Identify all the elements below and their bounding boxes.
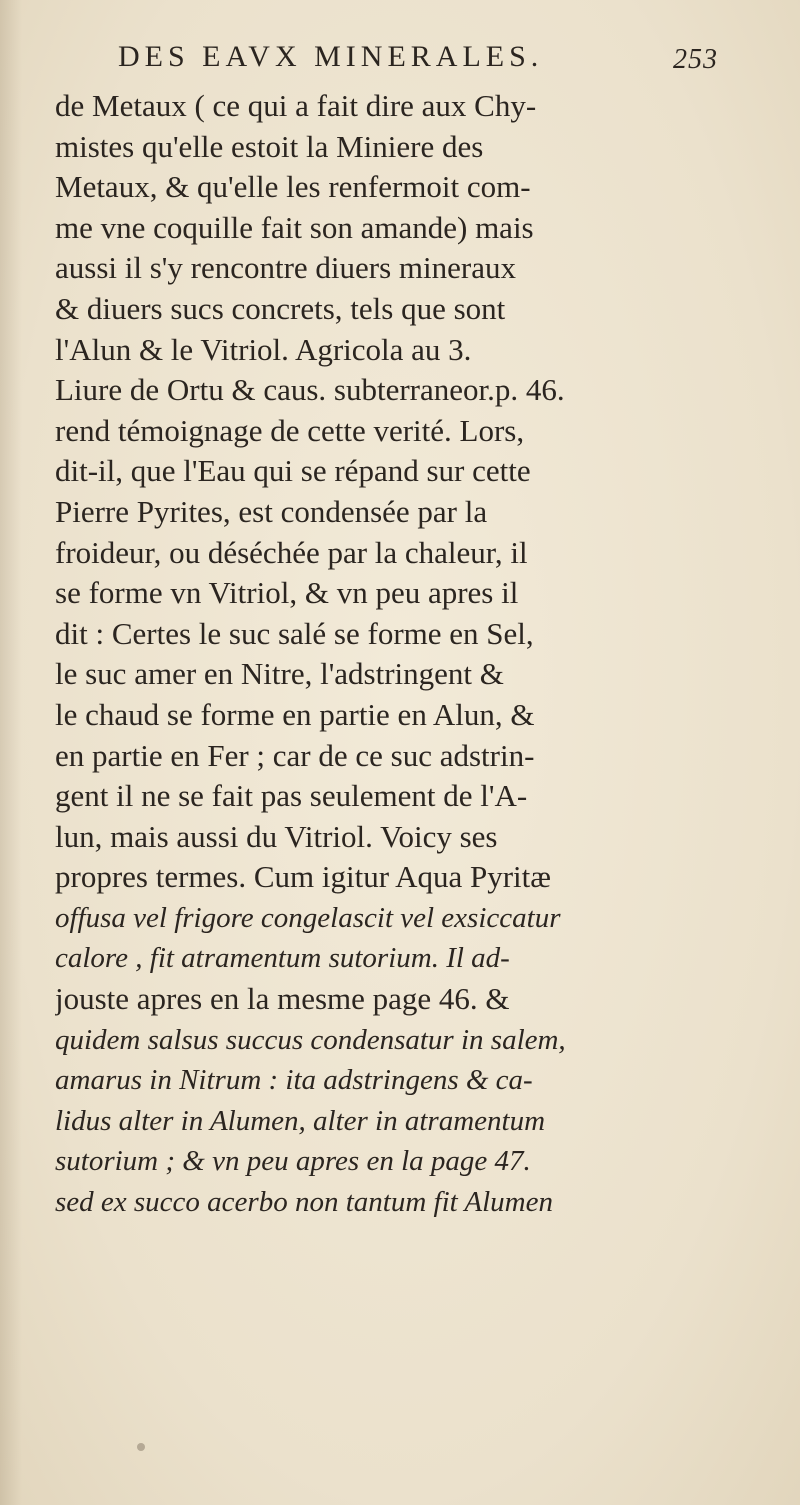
text-line: le chaud se forme en partie en Alun, & bbox=[55, 696, 535, 732]
text-line: amarus in Nitrum : ita adstringens & ca- bbox=[55, 1064, 533, 1097]
text-line: rend témoignage de cette verité. Lors, bbox=[55, 412, 525, 448]
text-line: en partie en Fer ; car de ce suc adstrin- bbox=[55, 737, 535, 773]
running-title: DES EAVX MINERALES. bbox=[118, 40, 544, 73]
body-text bbox=[55, 86, 765, 1223]
text-line: me vne coquille fait son amande) mais bbox=[55, 209, 534, 245]
text-line: le suc amer en Nitre, l'adstringent & bbox=[55, 656, 504, 692]
text-line: froideur, ou déséchée par la chaleur, il bbox=[55, 534, 528, 570]
text-line: propres termes. Cum igitur Aqua Pyritæ bbox=[55, 859, 551, 895]
text-line: lun, mais aussi du Vitriol. Voicy ses bbox=[55, 818, 498, 854]
text-line: & diuers sucs concrets, tels que sont bbox=[55, 290, 506, 326]
text-line: gent il ne se fait pas seulement de l'A- bbox=[55, 778, 528, 814]
ink-speck bbox=[137, 1443, 145, 1451]
text-line: lidus alter in Alumen, alter in atramentum bbox=[55, 1104, 546, 1137]
binding-shadow bbox=[0, 0, 22, 1505]
text-line: sed ex succo acerbo non tantum fit Alumen bbox=[55, 1186, 553, 1219]
text-line: de Metaux ( ce qui a fait dire aux Chy- bbox=[55, 88, 537, 123]
text-line: dit-il, que l'Eau qui se répand sur cette bbox=[55, 453, 531, 489]
text-line: l'Alun & le Vitriol. Agricola au 3. bbox=[55, 331, 472, 367]
text-line: calore , fit atramentum sutorium. Il ad- bbox=[55, 942, 510, 975]
text-line: offusa vel frigore congelascit vel exsiccatur bbox=[55, 901, 561, 934]
text-line: mistes qu'elle estoit la Miniere des bbox=[55, 128, 484, 164]
text-line: jouste apres en la mesme page 46. & bbox=[55, 981, 510, 1017]
text-line: sutorium ; & vn peu apres en la page 47. bbox=[55, 1145, 531, 1178]
text-line: Metaux, & qu'elle les renfermoit com- bbox=[55, 169, 531, 205]
text-line: aussi il s'y rencontre diuers mineraux bbox=[55, 250, 516, 286]
text-line: Pierre Pyrites, est condensée par la bbox=[55, 493, 488, 529]
text-line: quidem salsus succus condensatur in salem, bbox=[55, 1023, 566, 1056]
text-line: se forme vn Vitriol, & vn peu apres il bbox=[55, 575, 519, 611]
page-header bbox=[118, 40, 718, 90]
text-line: Liure de Ortu & caus. subterraneor.p. 46. bbox=[55, 372, 565, 408]
text-line: dit : Certes le suc salé se forme en Sel, bbox=[55, 615, 534, 651]
page-number: 253 bbox=[673, 44, 718, 75]
